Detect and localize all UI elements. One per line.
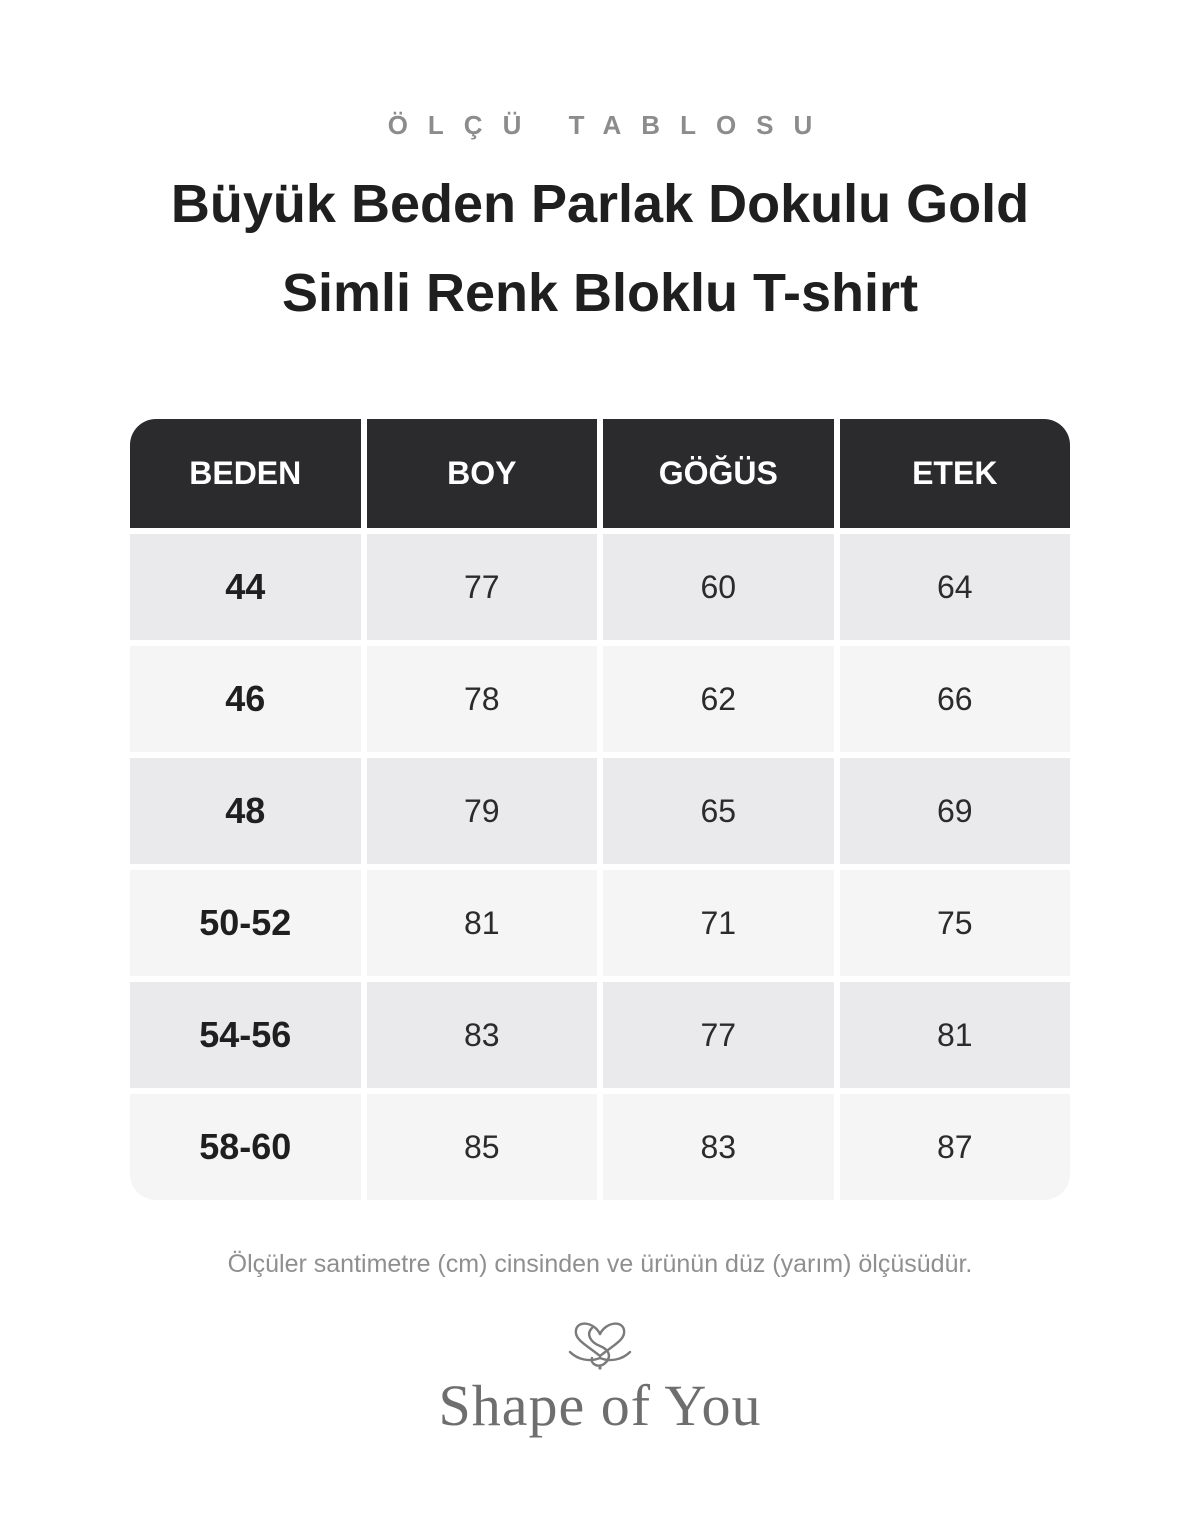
etek-cell: 64 [840, 534, 1071, 640]
size-cell: 58-60 [130, 1094, 361, 1200]
size-cell: 50-52 [130, 870, 361, 976]
table-row [130, 1094, 1070, 1200]
table-row [130, 870, 1070, 976]
gogus-cell: 83 [603, 1094, 834, 1200]
size-cell: 44 [130, 534, 361, 640]
column-header-gogus: GÖĞÜS [603, 419, 834, 528]
page-title: Büyük Beden Parlak Dokulu Gold Simli Renk Bloklu T-shirt [170, 174, 1030, 323]
table-row [130, 646, 1070, 752]
gogus-cell: 71 [603, 870, 834, 976]
page-eyebrow: ÖLÇÜ TABLOSU [387, 110, 833, 140]
table-header-row [130, 419, 1070, 528]
gogus-cell: 60 [603, 534, 834, 640]
gogus-cell: 62 [603, 646, 834, 752]
table-row [130, 758, 1070, 864]
boy-cell: 78 [367, 646, 598, 752]
intertwined-hearts-icon [564, 1312, 636, 1372]
boy-cell: 85 [367, 1094, 598, 1200]
column-header-boy: BOY [367, 419, 598, 528]
size-cell: 46 [130, 646, 361, 752]
etek-cell: 69 [840, 758, 1071, 864]
etek-cell: 66 [840, 646, 1071, 752]
boy-cell: 83 [367, 982, 598, 1088]
column-header-etek: ETEK [840, 419, 1071, 528]
measurement-note: Ölçüler santimetre (cm) cinsinden ve ürünün düz (yarım) ölçüsüdür. [227, 1250, 973, 1278]
gogus-cell: 77 [603, 982, 834, 1088]
column-header-beden: BEDEN [130, 419, 361, 528]
gogus-cell: 65 [603, 758, 834, 864]
etek-cell: 87 [840, 1094, 1071, 1200]
size-cell: 48 [130, 758, 361, 864]
boy-cell: 81 [367, 870, 598, 976]
table-row [130, 982, 1070, 1088]
table-row [130, 534, 1070, 640]
size-cell: 54-56 [130, 982, 361, 1088]
etek-cell: 81 [840, 982, 1071, 1088]
brand-logo-text: Shape of You [438, 1373, 762, 1438]
size-table [130, 419, 1070, 1200]
etek-cell: 75 [840, 870, 1071, 976]
boy-cell: 79 [367, 758, 598, 864]
boy-cell: 77 [367, 534, 598, 640]
